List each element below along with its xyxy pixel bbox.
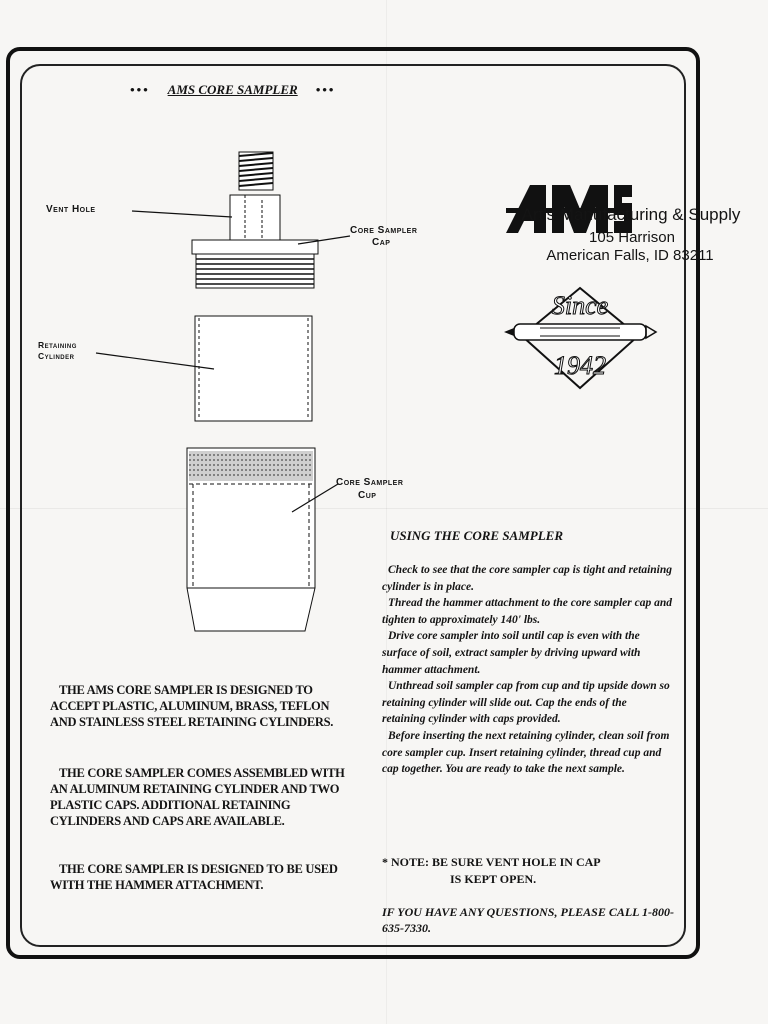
description-text-3: THE CORE SAMPLER IS DESIGNED TO BE USED WITH THE HAMMER ATTACHMENT. [50, 862, 338, 892]
core-sampler-cap-label-line1: Core Sampler [350, 225, 418, 236]
title-dots-left: ••• [130, 82, 150, 97]
description-paragraph-1 [50, 682, 350, 730]
core-sampler-cap-label-line2: Cap [372, 237, 391, 248]
core-sampler-cup-label-line2: Cup [358, 490, 377, 501]
contact-questions: IF YOU HAVE ANY QUESTIONS, PLEASE CALL 1-800-635-7330. [382, 905, 675, 935]
company-name: Art's Manufacturing & Supply [521, 205, 741, 224]
description-paragraph-3 [50, 861, 350, 893]
description-text-2: THE CORE SAMPLER COMES ASSEMBLED WITH AN ALUMINUM RETAINING CYLINDER AND TWO PLASTIC CAPS. ADDITIONAL RETAINING CYLINDERS AND CAPS ARE AVAILABLE. [50, 766, 345, 828]
instruction-step-4: Unthread soil sampler cap from cup and tip upside down so retaining cylinder will slide out. Cap the ends of the retaining cylinder with caps provided. [382, 680, 670, 726]
instruction-step-3: Drive core sampler into soil until cap is even with the surface of soil, extract sampler by driving upward with hammer attachment. [382, 630, 641, 676]
title-text: AMS CORE SAMPLER [167, 82, 298, 97]
core-sampler-cup-label-line1: Core Sampler [336, 477, 404, 488]
vent-hole-label: Vent Hole [46, 204, 96, 215]
note-line-1: * NOTE: BE SURE VENT HOLE IN CAP [382, 855, 601, 869]
since-year: 1942 [554, 351, 606, 380]
vent-hole-note [382, 854, 672, 888]
note-line-2: IS KEPT OPEN. [450, 872, 537, 886]
instructions-heading: USING THE CORE SAMPLER [390, 528, 564, 543]
retaining-cylinder-label-line2: Cylinder [38, 351, 75, 361]
instruction-step-1: Check to see that the core sampler cap is tight and retaining cylinder is in place. [382, 564, 672, 593]
cap-body [192, 195, 318, 288]
title-dots-right: ••• [315, 82, 336, 97]
company-city: American Falls, ID 83211 [546, 247, 714, 264]
instruction-step-2: Thread the hammer attachment to the core sampler cap and tighten to approximately 140' lbs. [382, 597, 672, 626]
threaded-stem [239, 152, 273, 190]
retaining-cylinder-label-line1: Retaining [38, 340, 77, 350]
instruction-step-5: Before inserting the next retaining cylinder, clean soil from core sampler cup. Insert retaining cylinder, thread cup and cap together. You are ready to take the next sample. [382, 729, 670, 776]
description-paragraph-2 [50, 765, 350, 829]
company-street: 105 Harrison [589, 229, 675, 246]
description-text-1: THE AMS CORE SAMPLER IS DESIGNED TO ACCEPT PLASTIC, ALUMINUM, BRASS, TEFLON AND STAINLESS STEEL RETAINING CYLINDERS. [50, 683, 334, 729]
since-1942-emblem [500, 284, 660, 394]
instructions-list [382, 562, 672, 778]
since-word: Since [551, 291, 609, 320]
sampler-cup-shape [187, 448, 315, 631]
